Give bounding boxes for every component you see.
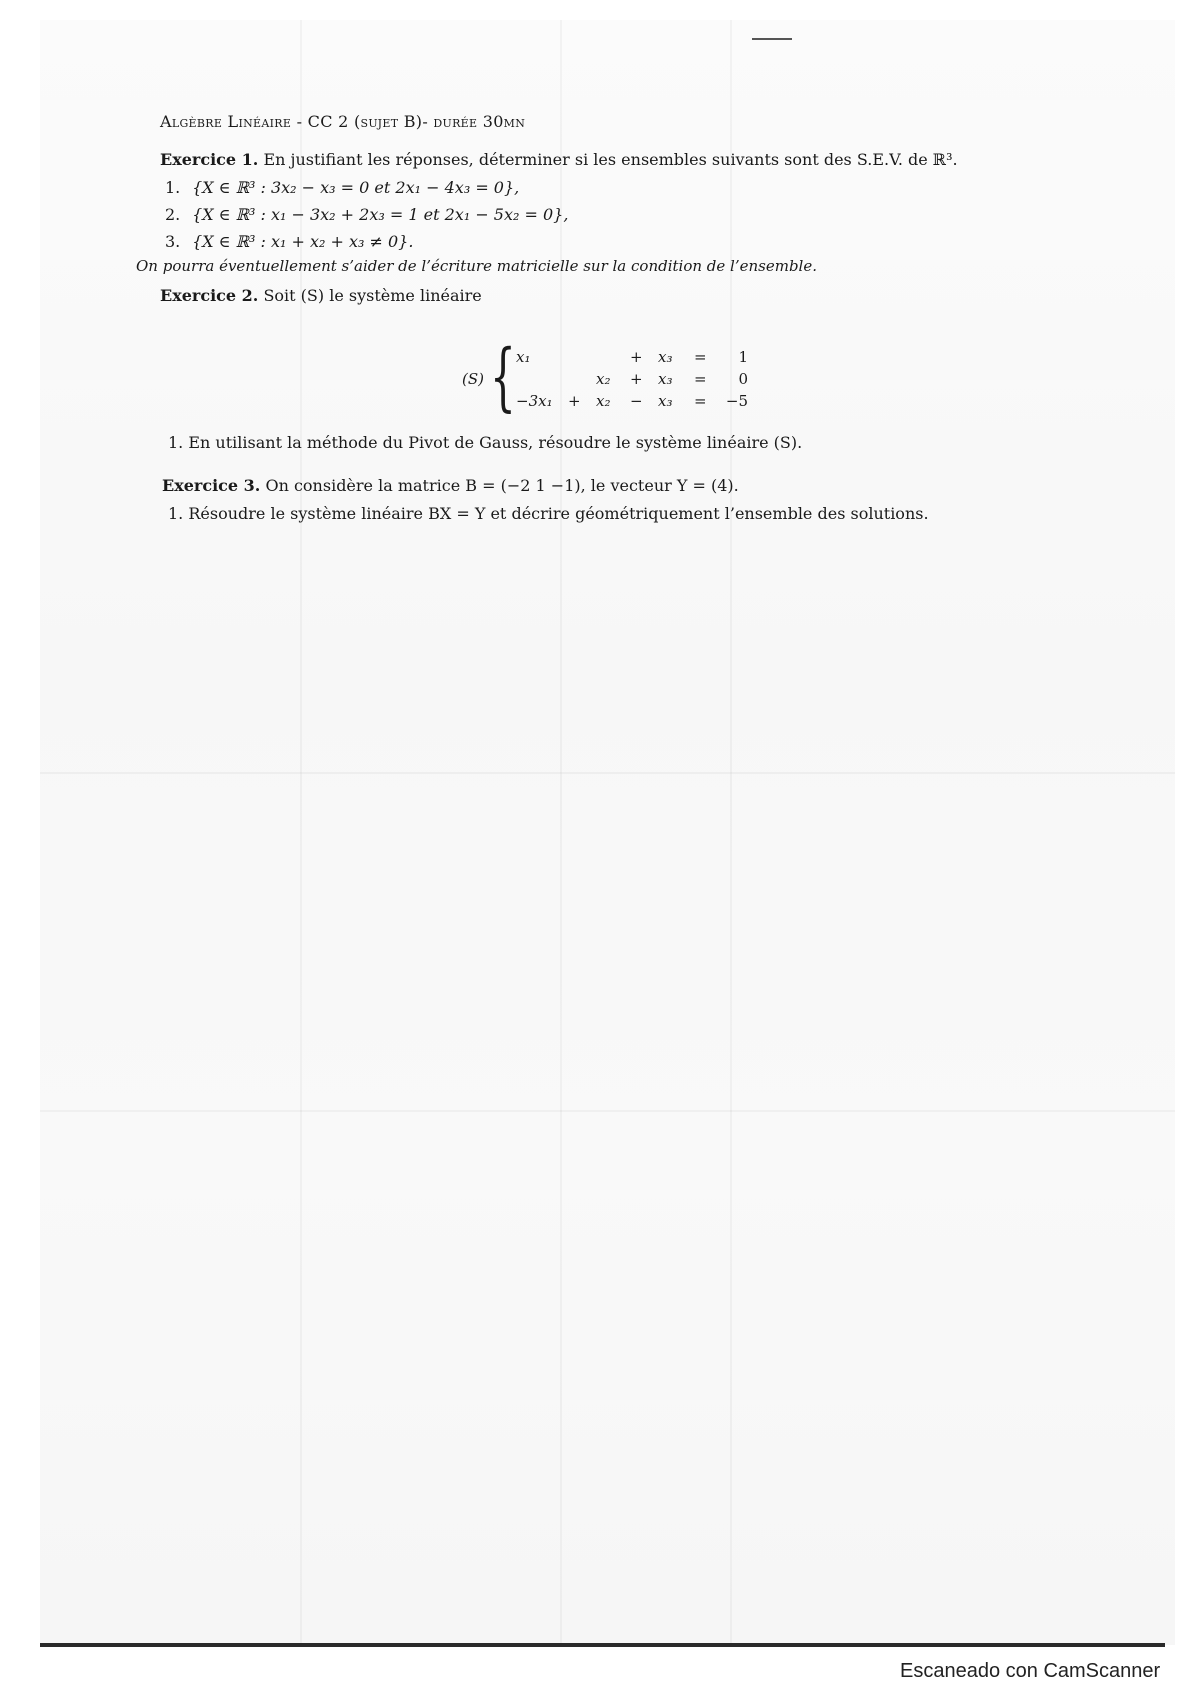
exercise1-statement: En justifiant les réponses, déterminer si les ensembles suivants sont des S.E.V. de ℝ³. bbox=[263, 150, 958, 169]
item-text: {X ∈ ℝ³ : 3x₂ − x₃ = 0 et 2x₁ − 4x₃ = 0}, bbox=[192, 178, 520, 197]
scan-mark bbox=[752, 38, 792, 40]
exercise3-question: 1. Résoudre le système linéaire BX = Y et décrire géométriquement l’ensemble des solutions. bbox=[168, 504, 929, 523]
system-operator: + bbox=[630, 348, 643, 366]
exercise1-item bbox=[165, 205, 568, 225]
system-name: (S) bbox=[462, 370, 484, 388]
system-term: x₂ bbox=[596, 392, 611, 410]
exercise2-statement: Soit (S) le système linéaire bbox=[263, 286, 482, 305]
exercise2-intro bbox=[160, 286, 482, 306]
exercise2-question: 1. En utilisant la méthode du Pivot de Gauss, résoudre le système linéaire (S). bbox=[168, 433, 803, 452]
linear-system bbox=[462, 334, 782, 420]
system-term: x₁ bbox=[516, 348, 531, 366]
system-operator: − bbox=[630, 392, 643, 410]
exercise3-statement: On considère la matrice B = (−2 1 −1), le vecteur Y = (4). bbox=[265, 476, 739, 495]
exercise2-label: Exercice 2. bbox=[160, 286, 259, 305]
system-term: x₃ bbox=[658, 392, 673, 410]
exercise3-label: Exercice 3. bbox=[162, 476, 261, 495]
paper-bottom-edge bbox=[40, 1643, 1165, 1647]
system-rhs: 0 bbox=[738, 370, 748, 388]
system-term: x₃ bbox=[658, 348, 673, 366]
item-text: {X ∈ ℝ³ : x₁ + x₂ + x₃ ≠ 0}. bbox=[192, 232, 414, 251]
system-rhs: −5 bbox=[725, 392, 748, 410]
item-number: 1. bbox=[165, 178, 181, 197]
exercise3-intro bbox=[162, 476, 739, 496]
system-operator: + bbox=[568, 392, 581, 410]
scanner-watermark: Escaneado con CamScanner bbox=[900, 1660, 1161, 1682]
system-equals: = bbox=[694, 392, 707, 410]
item-number: 2. bbox=[165, 205, 181, 224]
exercise1-item bbox=[165, 232, 413, 252]
fold-line bbox=[40, 772, 1175, 774]
exercise1-item bbox=[165, 178, 519, 198]
item-number: 3. bbox=[165, 232, 181, 251]
item-text: {X ∈ ℝ³ : x₁ − 3x₂ + 2x₃ = 1 et 2x₁ − 5x₂ = 0}, bbox=[192, 205, 569, 224]
system-equals: = bbox=[694, 348, 707, 366]
system-term: −3x₁ bbox=[516, 392, 553, 410]
system-equals: = bbox=[694, 370, 707, 388]
system-operator: + bbox=[630, 370, 643, 388]
exercise1-hint: On pourra éventuellement s’aider de l’écriture matricielle sur la condition de l’ensemble. bbox=[136, 257, 817, 275]
system-rhs: 1 bbox=[738, 348, 748, 366]
left-brace: { bbox=[490, 334, 516, 420]
system-term: x₂ bbox=[596, 370, 611, 388]
exercise1-label: Exercice 1. bbox=[160, 150, 259, 169]
exercise1-intro bbox=[160, 150, 958, 170]
system-term: x₃ bbox=[658, 370, 673, 388]
page-title: Algèbre Linéaire - CC 2 (sujet B)- durée 30mn bbox=[160, 112, 526, 131]
fold-line bbox=[40, 1110, 1175, 1112]
